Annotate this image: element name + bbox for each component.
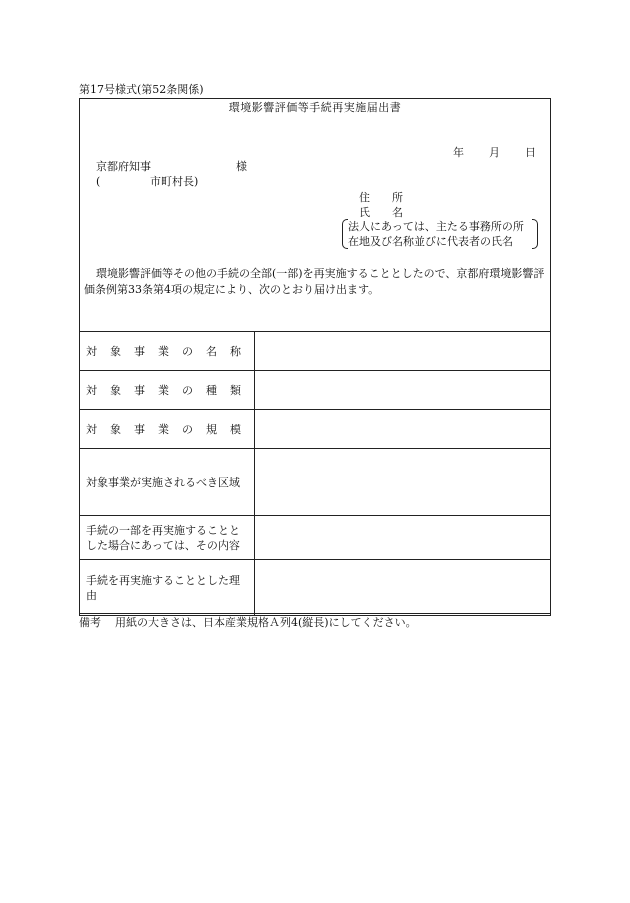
date-day: 日 <box>525 146 536 159</box>
project-type-field[interactable] <box>255 371 551 410</box>
corporation-note-line2: 在地及び名称並びに代表者の氏名 <box>348 235 513 248</box>
document-title: 環境影響評価等手続再実施届出書 <box>228 101 402 114</box>
addressee-governor: 京都府知事 <box>96 160 151 173</box>
date-line <box>453 146 536 161</box>
project-name-field[interactable] <box>255 332 551 371</box>
corporation-note <box>342 218 538 248</box>
addressee-mayor <box>96 175 198 190</box>
remark-head: 備考 <box>79 616 101 629</box>
right-bracket <box>532 219 538 249</box>
addressee-mayor-text: 市町村長) <box>150 175 199 188</box>
addressee-mayor-paren: ( <box>96 175 101 188</box>
partial-redo-content-field[interactable] <box>255 516 551 560</box>
remark <box>79 616 417 631</box>
corporation-note-text <box>348 219 524 249</box>
form-number: 第17号様式(第52条関係) <box>79 83 204 96</box>
table-row <box>80 449 551 516</box>
redo-reason-field[interactable] <box>255 560 551 616</box>
corporation-note-line1: 法人にあっては、主たる事務所の所 <box>348 220 524 233</box>
project-details-table <box>79 331 551 616</box>
project-area-label: 対象事業が実施されるべき区域 <box>80 449 255 516</box>
project-name-label: 対象事業の名称 <box>80 332 255 371</box>
table-row <box>80 371 551 410</box>
table-row <box>80 332 551 371</box>
project-scale-label: 対象事業の規模 <box>80 410 255 449</box>
date-year: 年 <box>453 146 464 159</box>
notification-body: 環境影響評価等その他の手続の全部(一部)を再実施することとしたので、京都府環境影響評価条例第33条第4項の規定により、次のとおり届け出ます。 <box>84 267 545 296</box>
remark-text: 用紙の大きさは、日本産業規格Ａ列4(縦長)にしてください。 <box>115 616 417 629</box>
table-row <box>80 560 551 616</box>
redo-reason-label: 手続を再実施することとした理由 <box>80 560 255 616</box>
project-type-label: 対象事業の種類 <box>80 371 255 410</box>
addressee-honorific: 様 <box>236 160 247 173</box>
date-month: 月 <box>489 146 500 159</box>
table-row <box>80 410 551 449</box>
project-area-field[interactable] <box>255 449 551 516</box>
partial-redo-content-label: 手続の一部を再実施することとした場合にあっては、その内容 <box>80 516 255 560</box>
applicant-address-label: 住 所 <box>359 191 403 204</box>
project-scale-field[interactable] <box>255 410 551 449</box>
table-row <box>80 516 551 560</box>
applicant-name-label: 氏 名 <box>359 206 403 219</box>
